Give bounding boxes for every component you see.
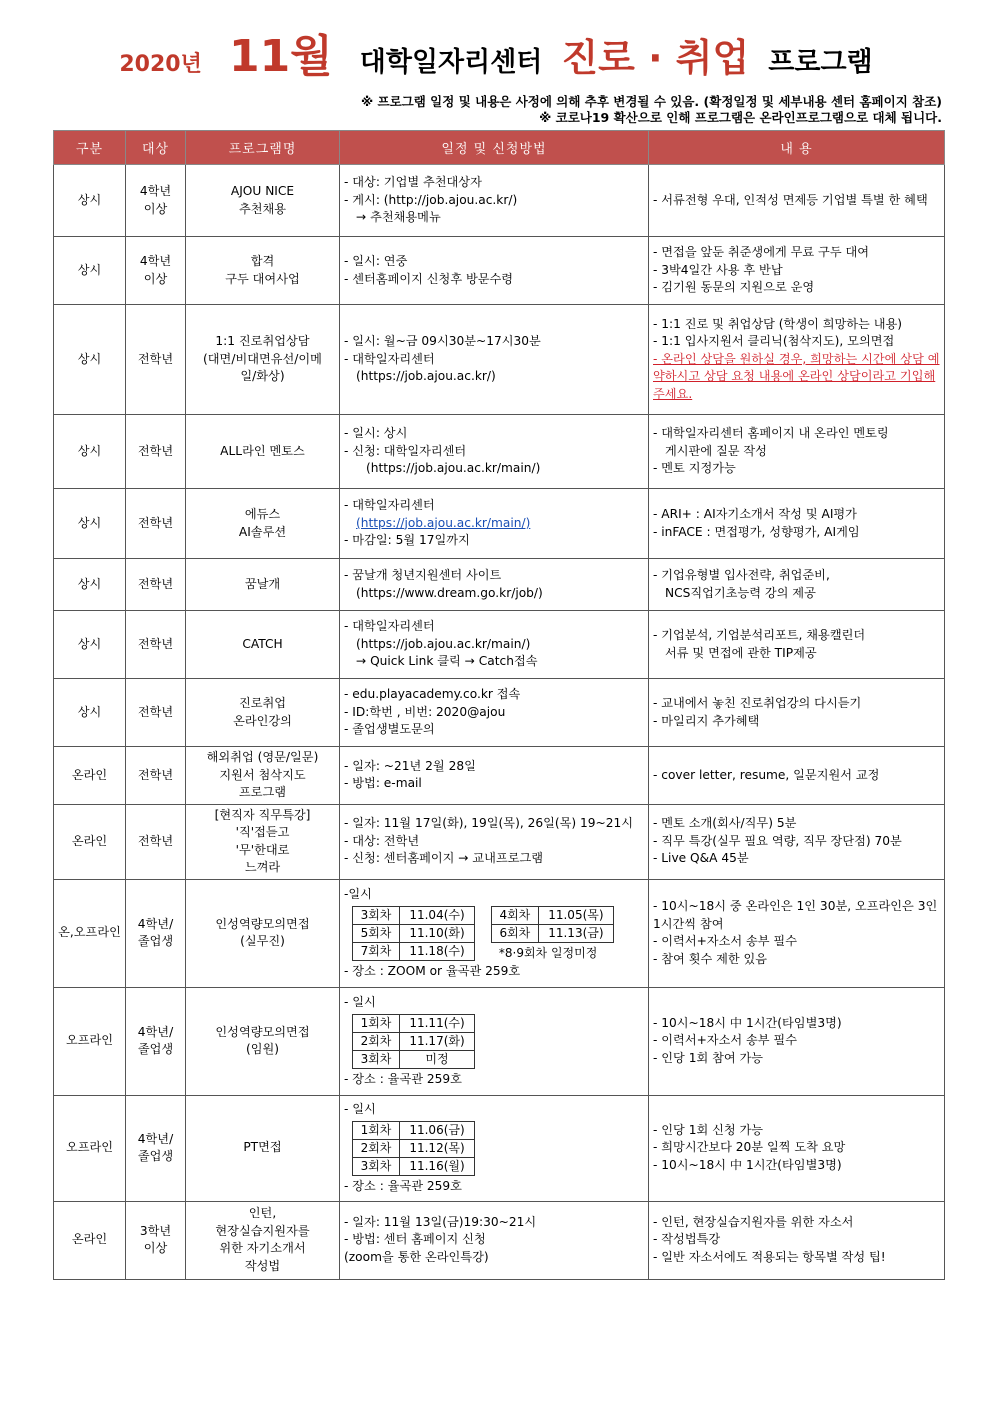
cell-program-name: 인성역량모의면접 (임원) xyxy=(186,987,340,1095)
cell-type: 오프라인 xyxy=(54,987,126,1095)
table-row xyxy=(54,611,945,679)
cell-program-name: 해외취업 (영문/일문) 지원서 첨삭지도 프로그램 xyxy=(186,747,340,805)
cell-type: 온라인 xyxy=(54,747,126,805)
cell-program-name: AJOU NICE 추천채용 xyxy=(186,165,340,237)
table-row xyxy=(54,305,945,415)
cell-content: - 서류전형 우대, 인적성 면제등 기업별 특별 한 혜택 xyxy=(649,165,945,237)
cell-program-name: 인턴, 현장실습지원자를 위한 자기소개서 작성법 xyxy=(186,1201,340,1279)
cell-target: 전학년 xyxy=(126,611,186,679)
cell-type: 상시 xyxy=(54,237,126,305)
table-row xyxy=(54,489,945,559)
table-row xyxy=(54,747,945,805)
cell-type: 상시 xyxy=(54,489,126,559)
cell-content: - 인턴, 현장실습지원자를 위한 자소서 - 작성법특강 - 일반 자소서에도 적용되는 항목별 작성 팁! xyxy=(649,1201,945,1279)
cell-target: 전학년 xyxy=(126,747,186,805)
cell-type: 상시 xyxy=(54,165,126,237)
cell-target: 4학년 이상 xyxy=(126,237,186,305)
cell-type: 상시 xyxy=(54,305,126,415)
cell-target: 전학년 xyxy=(126,559,186,611)
table-row xyxy=(54,559,945,611)
cell-program-name: 인성역량모의면접 (실무진) xyxy=(186,879,340,987)
notice-covid: ※ 코로나19 확산으로 인해 프로그램은 온라인프로그램으로 대체 됩니다. xyxy=(539,110,942,125)
cell-schedule: - 대상: 기업별 추천대상자 - 게시: (http://job.ajou.ac.kr/) → 추천채용메뉴 xyxy=(340,165,649,237)
table-row xyxy=(54,879,945,987)
cell-content: - 면접을 앞둔 취준생에게 무료 구두 대여 - 3박4일간 사용 후 반납 - 김기원 동문의 지원으로 운영 xyxy=(649,237,945,305)
cell-schedule: - 일시: 월~금 09시30분~17시30분 - 대학일자리센터 (https://job.ajou.ac.kr/) xyxy=(340,305,649,415)
table-row xyxy=(54,415,945,489)
page-title xyxy=(0,20,992,84)
cell-type: 온,오프라인 xyxy=(54,879,126,987)
cell-type: 온라인 xyxy=(54,1201,126,1279)
cell-program-name: CATCH xyxy=(186,611,340,679)
cell-content: - 기업유형별 입사전략, 취업준비, NCS직업기초능력 강의 제공 xyxy=(649,559,945,611)
cell-content: - 인당 1회 신청 가능 - 희망시간보다 20분 일찍 도착 요망 - 10시~18시 中 1시간(타임별3명) xyxy=(649,1095,945,1201)
title-career: 진로 · 취업 xyxy=(561,36,750,80)
cell-program-name: 에듀스 AI솔루션 xyxy=(186,489,340,559)
cell-program-name: ALL라인 멘토스 xyxy=(186,415,340,489)
cell-content: - cover letter, resume, 일문지원서 교정 xyxy=(649,747,945,805)
cell-schedule: - 일시: 연중 - 센터홈페이지 신청후 방문수령 xyxy=(340,237,649,305)
header-schedule: 일정 및 신청방법 xyxy=(340,131,649,165)
cell-schedule: - 일시 1회차 11.11(수) 2회차 11.17(화) 3회차 미정 - 장소 : 율곡관 259호 xyxy=(340,987,649,1095)
title-program: 프로그램 xyxy=(768,47,873,78)
cell-schedule: -일시 3회차 11.04(수) 5회차 11.10(화) 7회차 11.18(수) 4회차 11.05(목) 6회차 11.13(금) *8·9회차 일정미정 - 장소 : ZOOM or 율곡관 259호 xyxy=(340,879,649,987)
job-ajou-link[interactable]: (https://job.ajou.ac.kr/main/) xyxy=(356,515,531,530)
cell-schedule: - edu.playacademy.co.kr 접속 - ID:학번 , 비번: 2020@ajou - 졸업생별도문의 xyxy=(340,679,649,747)
title-center: 대학일자리센터 xyxy=(359,47,543,78)
cell-content: - ARI+ : AI자기소개서 작성 및 AI평가 - inFACE : 면접평가, 성향평가, AI게임 xyxy=(649,489,945,559)
cell-schedule: - 일자: 11월 17일(화), 19일(목), 26일(목) 19~21시 - 대상: 전학년 - 신청: 센터홈페이지 → 교내프로그램 xyxy=(340,804,649,879)
table-row xyxy=(54,1201,945,1279)
header-target: 대상 xyxy=(126,131,186,165)
table-row xyxy=(54,1095,945,1201)
header-type: 구분 xyxy=(54,131,126,165)
cell-schedule: - 일자: 11월 13일(금)19:30~21시 - 방법: 센터 홈페이지 신청 (zoom을 통한 온라인특강) xyxy=(340,1201,649,1279)
cell-target: 전학년 xyxy=(126,305,186,415)
schedule-table: 1회차 11.06(금) 2회차 11.12(목) 3회차 11.16(월) xyxy=(352,1121,475,1176)
cell-type: 상시 xyxy=(54,415,126,489)
table-row xyxy=(54,237,945,305)
table-row xyxy=(54,165,945,237)
cell-target: 전학년 xyxy=(126,804,186,879)
title-month: 11월 xyxy=(228,31,333,82)
cell-target: 3학년 이상 xyxy=(126,1201,186,1279)
cell-program-name: 합격 구두 대여사업 xyxy=(186,237,340,305)
cell-target: 전학년 xyxy=(126,415,186,489)
table-row xyxy=(54,804,945,879)
cell-program-name: 꿈날개 xyxy=(186,559,340,611)
cell-schedule: - 일시: 상시 - 신청: 대학일자리센터 (https://job.ajou.ac.kr/main/) xyxy=(340,415,649,489)
cell-target: 4학년/ 졸업생 xyxy=(126,987,186,1095)
cell-type: 온라인 xyxy=(54,804,126,879)
cell-target: 전학년 xyxy=(126,679,186,747)
table-header-row xyxy=(54,131,945,165)
cell-content: - 10시~18시 중 온라인은 1인 30분, 오프라인은 3인 1시간씩 참여 - 이력서+자소서 송부 필수 - 참여 횟수 제한 있음 xyxy=(649,879,945,987)
schedule-table-left: 3회차 11.04(수) 5회차 11.10(화) 7회차 11.18(수) xyxy=(352,906,475,961)
schedule-table: 1회차 11.11(수) 2회차 11.17(화) 3회차 미정 xyxy=(352,1014,475,1069)
cell-target: 전학년 xyxy=(126,489,186,559)
cell-content: - 기업분석, 기업분석리포트, 채용캘린더 서류 및 면접에 관한 TIP제공 xyxy=(649,611,945,679)
schedule-note: *8·9회차 일정미정 xyxy=(498,945,598,960)
title-year: 2020년 xyxy=(119,52,202,77)
cell-schedule: - 대학일자리센터 (https://job.ajou.ac.kr/main/) → Quick Link 클릭 → Catch접속 xyxy=(340,611,649,679)
cell-target: 4학년/ 졸업생 xyxy=(126,1095,186,1201)
schedule-table-right: 4회차 11.05(목) 6회차 11.13(금) xyxy=(491,906,614,943)
header-program-name: 프로그램명 xyxy=(186,131,340,165)
cell-target: 4학년 이상 xyxy=(126,165,186,237)
online-consult-note: - 온라인 상담을 원하실 경우, 희망하는 시간에 상담 예약하시고 상담 요청 내용에 온라인 상담이라고 기입해주세요. xyxy=(653,351,940,401)
cell-program-name: 진로취업 온라인강의 xyxy=(186,679,340,747)
cell-program-name: PT면접 xyxy=(186,1095,340,1201)
cell-content: - 멘토 소개(회사/직무) 5분 - 직무 특강(실무 필요 역량, 직무 장단점) 70분 - Live Q&A 45분 xyxy=(649,804,945,879)
cell-schedule: - 일시 1회차 11.06(금) 2회차 11.12(목) 3회차 11.16(월) - 장소 : 율곡관 259호 xyxy=(340,1095,649,1201)
cell-schedule: - 꿈날개 청년지원센터 사이트 (https://www.dream.go.kr/job/) xyxy=(340,559,649,611)
notice-schedule-change: ※ 프로그램 일정 및 내용은 사정에 의해 추후 변경될 수 있음. (확정일정 및 세부내용 센터 홈페이지 참조) xyxy=(361,94,942,109)
cell-schedule: - 대학일자리센터 (https://job.ajou.ac.kr/main/) - 마감일: 5월 17일까지 xyxy=(340,489,649,559)
program-table xyxy=(53,130,945,1280)
cell-program-name: 1:1 진로취업상담 (대면/비대면유선/이메 일/화상) xyxy=(186,305,340,415)
cell-content: - 1:1 진로 및 취업상담 (학생이 희망하는 내용) - 1:1 입사지원서 클리닉(첨삭지도), 모의면접 - 온라인 상담을 원하실 경우, 희망하는 시간에 상담 예약하시고 상담 요청 내용에 온라인 상담이라고 기입해주세요. xyxy=(649,305,945,415)
cell-target: 4학년/ 졸업생 xyxy=(126,879,186,987)
cell-type: 상시 xyxy=(54,559,126,611)
header-content: 내 용 xyxy=(649,131,945,165)
cell-content: - 10시~18시 中 1시간(타임별3명) - 이력서+자소서 송부 필수 - 인당 1회 참여 가능 xyxy=(649,987,945,1095)
cell-program-name: [현직자 직무특강] '직'접듣고 '무'한대로 느껴라 xyxy=(186,804,340,879)
cell-type: 상시 xyxy=(54,611,126,679)
table-row xyxy=(54,987,945,1095)
cell-content: - 교내에서 놓친 진로취업강의 다시듣기 - 마일리지 추가혜택 xyxy=(649,679,945,747)
cell-content: - 대학일자리센터 홈페이지 내 온라인 멘토링 게시판에 질문 작성 - 멘토 지정가능 xyxy=(649,415,945,489)
table-row xyxy=(54,679,945,747)
cell-schedule: - 일자: ~21년 2월 28일 - 방법: e-mail xyxy=(340,747,649,805)
cell-type: 오프라인 xyxy=(54,1095,126,1201)
cell-type: 상시 xyxy=(54,679,126,747)
